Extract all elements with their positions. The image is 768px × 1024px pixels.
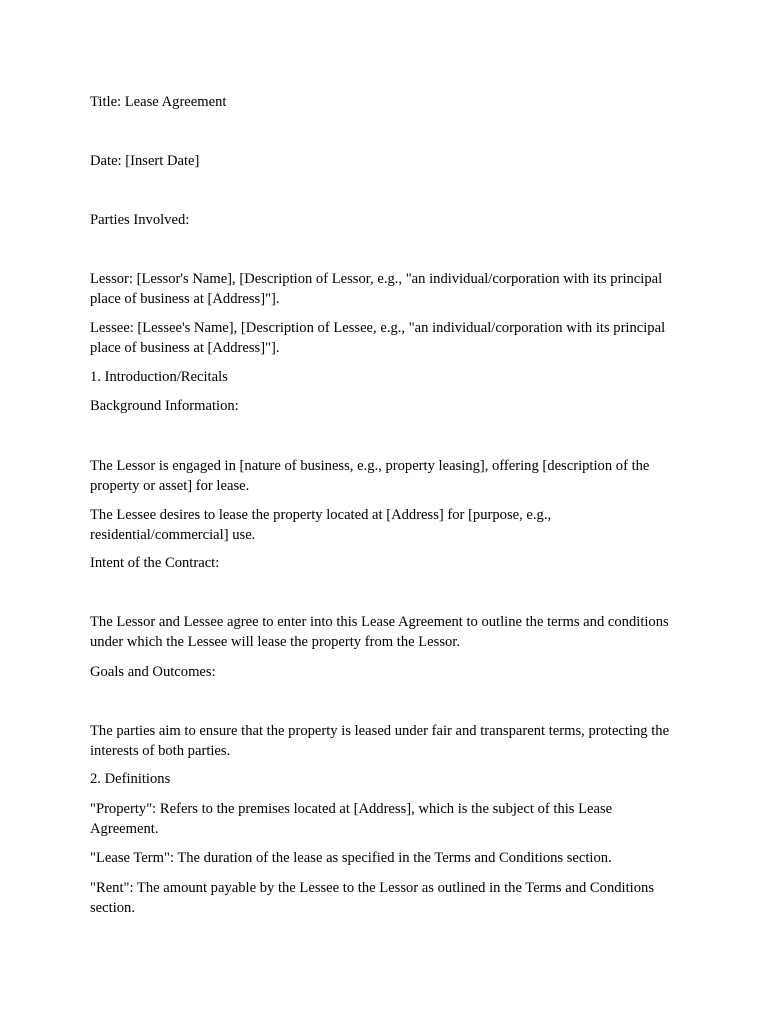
goals-heading: Goals and Outcomes: xyxy=(90,664,216,680)
section-1-heading: 1. Introduction/Recitals xyxy=(90,369,228,385)
lessor-paragraph: Lessor: [Lessor's Name], [Description of Lessor, e.g., "an individual/corporation with its principal place of business at [Address]"]. xyxy=(90,271,663,307)
goals-paragraph: The parties aim to ensure that the property is leased under fair and transparent terms, protecting the interests of both parties. xyxy=(90,723,670,759)
definition-property: "Property": Refers to the premises located at [Address], which is the subject of this Lease Agreement. xyxy=(90,801,613,837)
lessee-paragraph: Lessee: [Lessee's Name], [Description of Lessee, e.g., "an individual/corporation with its principal place of business at [Address]"]. xyxy=(90,320,666,356)
intent-paragraph: The Lessor and Lessee agree to enter into this Lease Agreement to outline the terms and conditions under which the Lessee will lease the property from the Lessor. xyxy=(90,614,669,650)
document-title: Title: Lease Agreement xyxy=(90,94,227,110)
date-line: Date: [Insert Date] xyxy=(90,153,200,169)
background-paragraph-1: The Lessor is engaged in [nature of business, e.g., property leasing], offering [description of the property or asset] for lease. xyxy=(90,458,650,494)
definition-lease-term: "Lease Term": The duration of the lease as specified in the Terms and Conditions section. xyxy=(90,850,612,866)
definition-rent: "Rent": The amount payable by the Lessee to the Lessor as outlined in the Terms and Conditions section. xyxy=(90,880,654,916)
intent-heading: Intent of the Contract: xyxy=(90,555,220,571)
parties-heading: Parties Involved: xyxy=(90,212,190,228)
section-2-heading: 2. Definitions xyxy=(90,771,171,787)
background-heading: Background Information: xyxy=(90,398,239,414)
background-paragraph-2: The Lessee desires to lease the property located at [Address] for [purpose, e.g., residential/commercial] use. xyxy=(90,507,552,543)
